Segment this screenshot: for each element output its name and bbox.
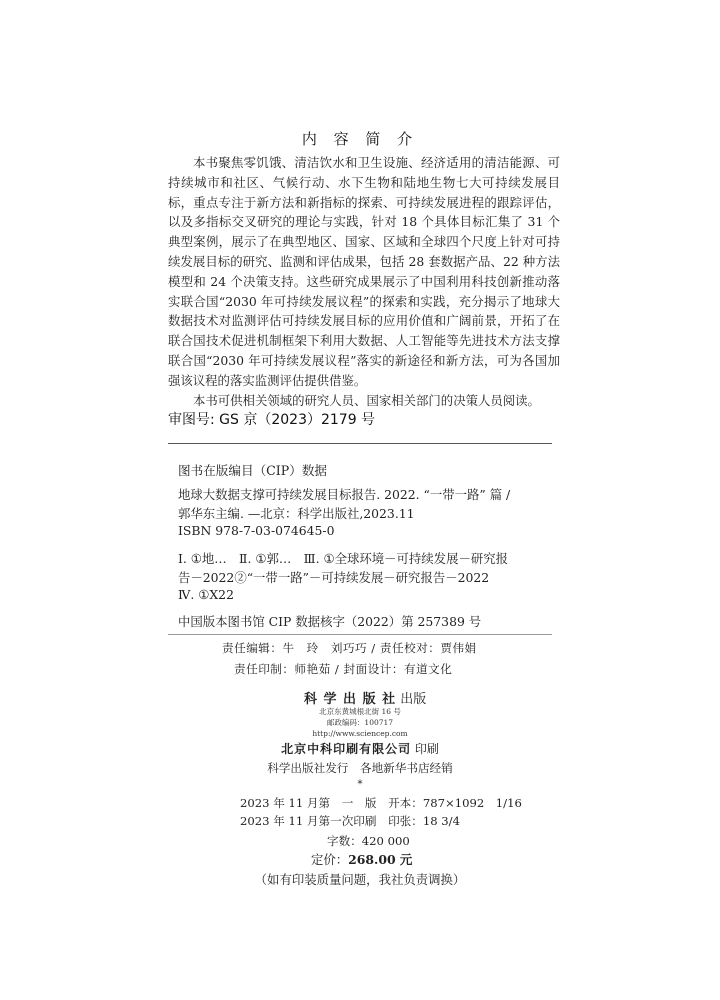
printer-suffix: 印刷 — [414, 742, 439, 756]
publisher-logo-text: 科 学 出 版 社 — [304, 692, 397, 707]
cip-top-divider — [168, 443, 552, 444]
publisher-address: 北京东黄城根北街 16 号 — [319, 707, 401, 716]
cip-entry-line-2: 郭华东主编. —北京：科学出版社,2023.11 — [178, 506, 415, 521]
cip-isbn: ISBN 978-7-03-074645-0 — [178, 523, 335, 538]
publisher-suffix: 出版 — [400, 692, 427, 707]
summary-paragraph-2: 本书可供相关领域的研究人员、国家相关部门的决策人员阅读。 — [193, 392, 540, 408]
price-line — [311, 850, 412, 868]
distribution-line: 科学出版社发行 各地新华书店经销 — [267, 761, 453, 775]
summary-paragraph-1: 本书聚焦零饥饿、清洁饮水和卫生设施、经济适用的清洁能源、可持续城市和社区、气候行动、水下生物和陆地生物七大可持续发展目标，重点专注于新方法和新指标的探索、可持续发展进程的跟踪评估，以及多指标交叉研究的理论与实践，针对 18 个具体目标汇集了 31 个典型案例，展示了在典型地区、国家、区域和全球四个尺度上针对可持续发展目标的研究、监测和评估成果，包括 28 套数据产品、22 种方法模型和 24 个决策支持。这些研究成果展示了中国利用科技创新推动落实联合国“2030 年可持续发展议程”的探索和实践，充分揭示了地球大数据技术对监测评估可持续发展目标的应用价值和广阔前景，开拓了在联合国技术促进机制框架下利用大数据、人工智能等先进技术方法支撑联合国“2030 年可持续发展议程”落实的新途径和新方法，可为各国加强该议程的落实监测评估提供借鉴。 — [168, 155, 560, 388]
map-review-number: 审图号: GS 京（2023）2179 号 — [168, 412, 376, 428]
cip-classification-line-3: Ⅳ. ①X22 — [178, 587, 234, 602]
summary-body — [168, 153, 560, 410]
printing-line: 2023 年 11 月第一次印刷 印张：18 3/4 — [240, 814, 460, 828]
printer-line — [0, 740, 720, 757]
credits-line-2: 责任印制：师艳茹 / 封面设计：有道文化 — [234, 662, 453, 676]
price-label: 定价： — [311, 852, 349, 867]
publisher-line — [304, 688, 426, 707]
printer-name: 北京中科印刷有限公司 — [281, 742, 412, 756]
credits-line-1: 责任编辑：牛 玲 刘巧巧 / 责任校对：贾伟娟 — [222, 641, 477, 655]
cip-heading: 图书在版编目（CIP）数据 — [178, 463, 328, 478]
edition-line: 2023 年 11 月第 一 版 开本：787×1092 1/16 — [240, 796, 522, 810]
summary-title: 内 容 简 介 — [301, 130, 419, 148]
price-value: 268.00 元 — [348, 852, 413, 867]
word-count: 字数：420 000 — [327, 834, 410, 848]
cip-library-record: 中国版本图书馆 CIP 数据核字（2022）第 257389 号 — [178, 614, 482, 629]
cip-entry-line-1: 地球大数据支撑可持续发展目标报告. 2022. “一带一路” 篇 / — [178, 487, 511, 502]
separator-asterisk: * — [357, 779, 363, 790]
cip-classification-line-2: 告－2022②“一带一路”－可持续发展－研究报告－2022 — [178, 570, 490, 585]
publisher-website: http://www.sciencep.com — [312, 729, 408, 738]
cip-bottom-divider — [168, 634, 552, 635]
publisher-postcode: 邮政编码：100717 — [326, 718, 394, 727]
quality-notice: （如有印装质量问题，我社负责调换） — [254, 872, 466, 887]
cip-classification-line-1: Ⅰ. ①地… Ⅱ. ①郭… Ⅲ. ①全球环境－可持续发展－研究报 — [178, 551, 509, 566]
